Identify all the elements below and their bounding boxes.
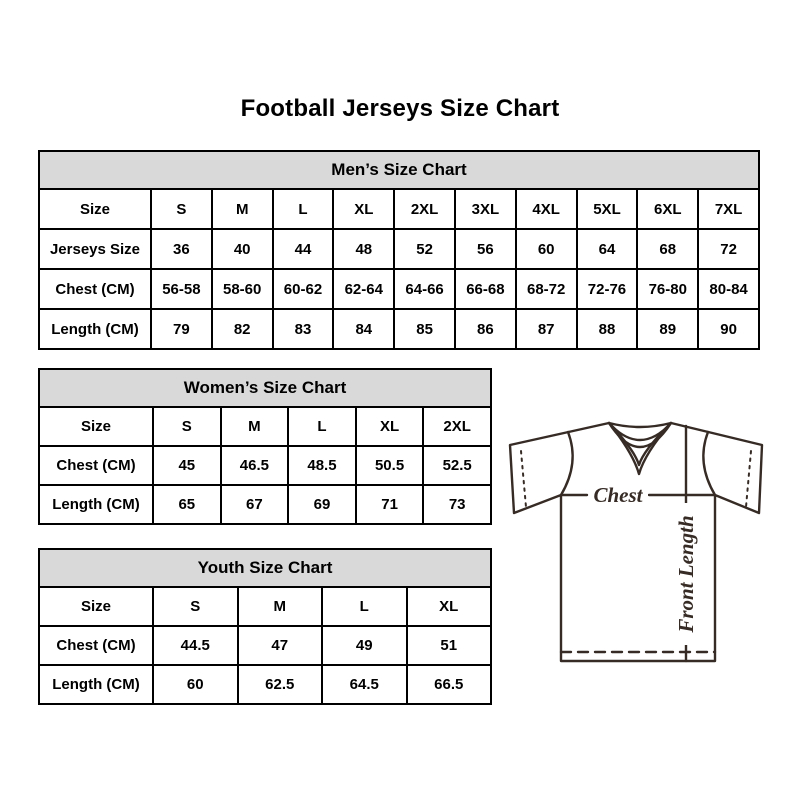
jersey-cuff-stitch-left xyxy=(521,451,526,507)
data-cell: S xyxy=(151,189,212,229)
data-cell: 71 xyxy=(356,485,424,524)
data-cell: 86 xyxy=(455,309,516,349)
table-row xyxy=(39,189,759,229)
data-cell: 49 xyxy=(322,626,407,665)
row-header-cell: Jerseys Size xyxy=(39,229,151,269)
data-cell: XL xyxy=(407,587,492,626)
data-cell: 40 xyxy=(212,229,273,269)
data-cell: 83 xyxy=(273,309,334,349)
data-cell: 7XL xyxy=(698,189,759,229)
data-cell: M xyxy=(221,407,289,446)
data-cell: 44 xyxy=(273,229,334,269)
youth-size-chart xyxy=(38,548,492,705)
data-cell: 3XL xyxy=(455,189,516,229)
data-cell: 64 xyxy=(577,229,638,269)
data-cell: 67 xyxy=(221,485,289,524)
data-cell: XL xyxy=(356,407,424,446)
youth-size-table xyxy=(38,586,492,705)
data-cell: 82 xyxy=(212,309,273,349)
row-header-cell: Length (CM) xyxy=(39,485,153,524)
data-cell: 84 xyxy=(333,309,394,349)
table-row xyxy=(39,587,491,626)
table-row xyxy=(39,269,759,309)
row-header-cell: Chest (CM) xyxy=(39,626,153,665)
row-header-cell: Size xyxy=(39,587,153,626)
data-cell: L xyxy=(322,587,407,626)
front-length-label: Front Length xyxy=(674,515,698,633)
data-cell: 66-68 xyxy=(455,269,516,309)
row-header-cell: Chest (CM) xyxy=(39,269,151,309)
table-row xyxy=(39,407,491,446)
data-cell: 6XL xyxy=(637,189,698,229)
data-cell: S xyxy=(153,587,238,626)
data-cell: 66.5 xyxy=(407,665,492,704)
womens-size-table xyxy=(38,406,492,525)
table-row xyxy=(39,229,759,269)
table-row xyxy=(39,485,491,524)
data-cell: 4XL xyxy=(516,189,577,229)
data-cell: 60 xyxy=(516,229,577,269)
data-cell: 64-66 xyxy=(394,269,455,309)
data-cell: 62.5 xyxy=(238,665,323,704)
youth-chart-header: Youth Size Chart xyxy=(38,548,492,588)
data-cell: 85 xyxy=(394,309,455,349)
jersey-measurement-diagram xyxy=(500,405,772,667)
row-header-cell: Size xyxy=(39,407,153,446)
womens-size-chart xyxy=(38,368,492,525)
jersey-armhole-right xyxy=(703,432,715,495)
data-cell: 52.5 xyxy=(423,446,491,485)
data-cell: 56-58 xyxy=(151,269,212,309)
data-cell: 76-80 xyxy=(637,269,698,309)
table-row xyxy=(39,626,491,665)
data-cell: 44.5 xyxy=(153,626,238,665)
mens-size-table xyxy=(38,188,760,350)
data-cell: 60-62 xyxy=(273,269,334,309)
data-cell: 89 xyxy=(637,309,698,349)
data-cell: 46.5 xyxy=(221,446,289,485)
chest-label: Chest xyxy=(593,483,643,507)
data-cell: 65 xyxy=(153,485,221,524)
womens-chart-header: Women’s Size Chart xyxy=(38,368,492,408)
data-cell: 79 xyxy=(151,309,212,349)
data-cell: 48.5 xyxy=(288,446,356,485)
row-header-cell: Length (CM) xyxy=(39,309,151,349)
jersey-armhole-left xyxy=(561,432,573,495)
data-cell: 87 xyxy=(516,309,577,349)
data-cell: 72-76 xyxy=(577,269,638,309)
mens-chart-header: Men’s Size Chart xyxy=(38,150,760,190)
data-cell: 69 xyxy=(288,485,356,524)
data-cell: L xyxy=(288,407,356,446)
data-cell: 47 xyxy=(238,626,323,665)
data-cell: 64.5 xyxy=(322,665,407,704)
data-cell: 68 xyxy=(637,229,698,269)
data-cell: L xyxy=(273,189,334,229)
row-header-cell: Size xyxy=(39,189,151,229)
data-cell: 68-72 xyxy=(516,269,577,309)
table-row xyxy=(39,446,491,485)
data-cell: 73 xyxy=(423,485,491,524)
data-cell: 72 xyxy=(698,229,759,269)
data-cell: 88 xyxy=(577,309,638,349)
data-cell: XL xyxy=(333,189,394,229)
data-cell: 56 xyxy=(455,229,516,269)
jersey-cuff-stitch-right xyxy=(746,451,751,507)
data-cell: 50.5 xyxy=(356,446,424,485)
data-cell: 36 xyxy=(151,229,212,269)
data-cell: 58-60 xyxy=(212,269,273,309)
jersey-diagram-icon xyxy=(500,405,772,667)
data-cell: 48 xyxy=(333,229,394,269)
data-cell: 60 xyxy=(153,665,238,704)
mens-size-chart xyxy=(38,150,760,350)
table-row xyxy=(39,309,759,349)
row-header-cell: Length (CM) xyxy=(39,665,153,704)
data-cell: 90 xyxy=(698,309,759,349)
data-cell: 62-64 xyxy=(333,269,394,309)
data-cell: M xyxy=(212,189,273,229)
data-cell: S xyxy=(153,407,221,446)
data-cell: 2XL xyxy=(394,189,455,229)
data-cell: 45 xyxy=(153,446,221,485)
data-cell: 52 xyxy=(394,229,455,269)
row-header-cell: Chest (CM) xyxy=(39,446,153,485)
data-cell: 5XL xyxy=(577,189,638,229)
data-cell: 51 xyxy=(407,626,492,665)
data-cell: 80-84 xyxy=(698,269,759,309)
page-title: Football Jerseys Size Chart xyxy=(240,95,560,122)
data-cell: 2XL xyxy=(423,407,491,446)
jersey-collar xyxy=(609,423,671,474)
data-cell: M xyxy=(238,587,323,626)
table-row xyxy=(39,665,491,704)
